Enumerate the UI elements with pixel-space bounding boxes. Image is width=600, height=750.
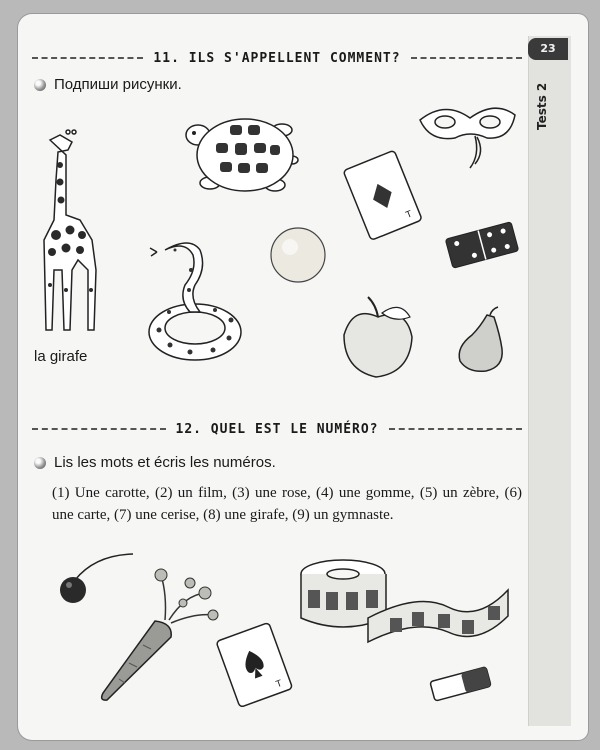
giraffe-picture — [30, 120, 110, 340]
pear-picture — [452, 305, 512, 375]
eraser-picture — [425, 660, 495, 705]
film-picture — [298, 552, 513, 647]
ball-picture — [268, 225, 328, 285]
dashed-line — [32, 428, 166, 430]
example-caption: la girafe — [34, 348, 88, 365]
word-list: (1) Une carotte, (2) un film, (3) une rose, (4) une gomme, (5) un zèbre, (6) une carte, (7) une cerise, (8) une girafe, (9) un gymnaste. — [52, 485, 522, 523]
section-11-title: 11. ILS S'APPELLENT COMMENT? — [153, 50, 401, 66]
section-11-header — [32, 47, 522, 69]
dashed-line — [32, 57, 143, 59]
mask-picture — [415, 100, 520, 170]
snake-picture — [145, 240, 245, 365]
card-letter-label: T — [404, 209, 414, 221]
apple-picture — [338, 295, 418, 380]
bullet-icon — [34, 457, 46, 469]
domino-picture — [442, 215, 522, 275]
card-letter-label: T — [275, 678, 284, 691]
dashed-line — [389, 428, 523, 430]
carrot-picture — [95, 565, 220, 705]
dashed-line — [411, 57, 522, 59]
card-diamond-picture — [335, 148, 430, 243]
bullet-icon — [34, 79, 46, 91]
section-11-instruction-text: Подпиши рисунки. — [54, 76, 182, 93]
card-spade-picture — [212, 622, 297, 707]
section-12-header — [32, 418, 522, 440]
section-12-title: 12. QUEL EST LE NUMÉRO? — [175, 421, 379, 437]
page-number: 23 — [528, 38, 568, 60]
side-label: Tests 2 — [535, 82, 549, 130]
section-12-instruction-text: Lis les mots et écris les numéros. — [54, 454, 276, 471]
turtle-picture — [180, 105, 305, 200]
section-12-instruction — [34, 454, 276, 471]
side-strip — [528, 36, 571, 726]
section-11-instruction — [34, 76, 182, 93]
